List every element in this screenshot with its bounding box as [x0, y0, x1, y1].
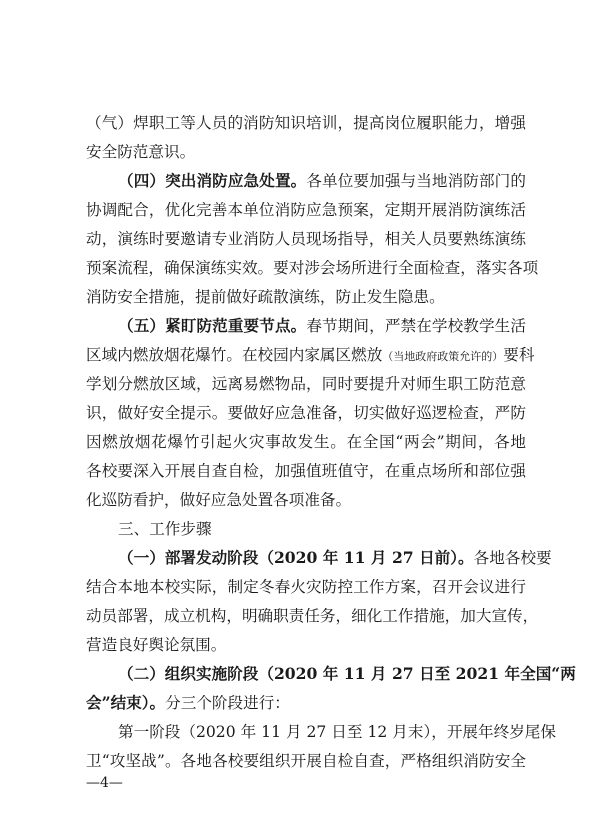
line-text: 学划分燃放区域，远离易燃物品，同时要提升对师生职工防范意: [86, 375, 526, 393]
parenthetical-note: （当地政府政策允许的）: [382, 350, 504, 363]
line-text: （气）焊职工等人员的消防知识培训，提高岗位履职能力，增强: [86, 114, 526, 132]
line-text: 动员部署，成立机构，明确职责任务，细化工作措施，加大宣传，: [86, 607, 539, 625]
section-heading-line: [118, 313, 526, 339]
line-text: 因燃放烟花爆竹引起火灾事故发生。在全国“两会”期间，各地: [86, 433, 526, 451]
section-heading: （一）部署发动阶段（2020 年 11 月 27 日前）。: [118, 548, 474, 567]
paragraph-line: [86, 400, 526, 426]
paragraph-line: [86, 371, 526, 397]
section-heading-line: [86, 690, 526, 716]
paragraph-line: [86, 429, 526, 455]
section-heading: （四）突出消防应急处置。: [118, 171, 307, 190]
paragraph-line: [86, 458, 526, 484]
line-text: 化巡防看护，做好应急处置各项准备。: [86, 491, 352, 509]
line-text: 各地各校要: [473, 549, 552, 567]
section-heading: （二）组织实施阶段（2020 年 11 月 27 日至 2021 年全国“两: [118, 664, 576, 683]
line-text: 安全防范意识。: [86, 143, 196, 161]
section-heading-line: [118, 661, 576, 687]
paragraph-line: [86, 284, 526, 310]
paragraph-line: [86, 487, 526, 513]
section-heading: 会”结束）。: [86, 693, 166, 712]
paragraph-line: [86, 226, 526, 252]
paragraph-line: [86, 632, 526, 658]
line-text: 区域内燃放烟花爆竹。在校园内家属区燃放: [86, 346, 383, 364]
line-text: 预案流程，确保演练实效。要对涉会场所进行全面检查，落实各项: [86, 259, 539, 277]
paragraph-line: [118, 719, 556, 745]
page-number: —4—: [86, 775, 123, 791]
section-heading-line: [118, 168, 526, 194]
line-text: 要科: [503, 346, 535, 364]
line-text: 识，做好安全提示。要做好应急准备，切实做好巡逻检查，严防: [86, 404, 526, 422]
paragraph-line: [86, 139, 526, 165]
line-text: 卫“攻坚战”。各地各校要组织开展自检自查，严格组织消防安全: [86, 752, 526, 770]
chapter-heading-line: [118, 516, 526, 542]
line-text: 消防安全措施，提前做好疏散演练，防止发生隐患。: [86, 288, 445, 306]
line-text: 营造良好舆论氛围。: [86, 636, 227, 654]
line-text: 各校要深入开展自查自检，加强值班值守，在重点场所和部位强: [86, 462, 526, 480]
paragraph-line: [86, 574, 526, 600]
section-heading: （五）紧盯防范重要节点。: [118, 316, 307, 335]
line-text: 各单位要加强与当地消防部门的: [306, 172, 526, 190]
paragraph-line: [86, 255, 539, 281]
line-text: 分三个阶段进行：: [165, 694, 290, 712]
line-text: 第一阶段（2020 年 11 月 27 日至 12 月末），开展年终岁尾保: [118, 723, 556, 741]
chapter-heading: 三、工作步骤: [118, 520, 212, 538]
line-text: 结合本地本校实际，制定冬春火灾防控工作方案，召开会议进行: [86, 578, 526, 596]
paragraph-line: [86, 342, 535, 368]
paragraph-line: [86, 197, 526, 223]
paragraph-line: [86, 603, 539, 629]
paragraph-line: [86, 748, 526, 774]
line-text: 春节期间，严禁在学校教学生活: [306, 317, 526, 335]
paragraph-line: [86, 110, 526, 136]
line-text: 动，演练时要邀请专业消防人员现场指导，相关人员要熟练演练: [86, 230, 526, 248]
line-text: 协调配合，优化完善本单位消防应急预案，定期开展消防演练活: [86, 201, 526, 219]
section-heading-line: [118, 545, 552, 571]
